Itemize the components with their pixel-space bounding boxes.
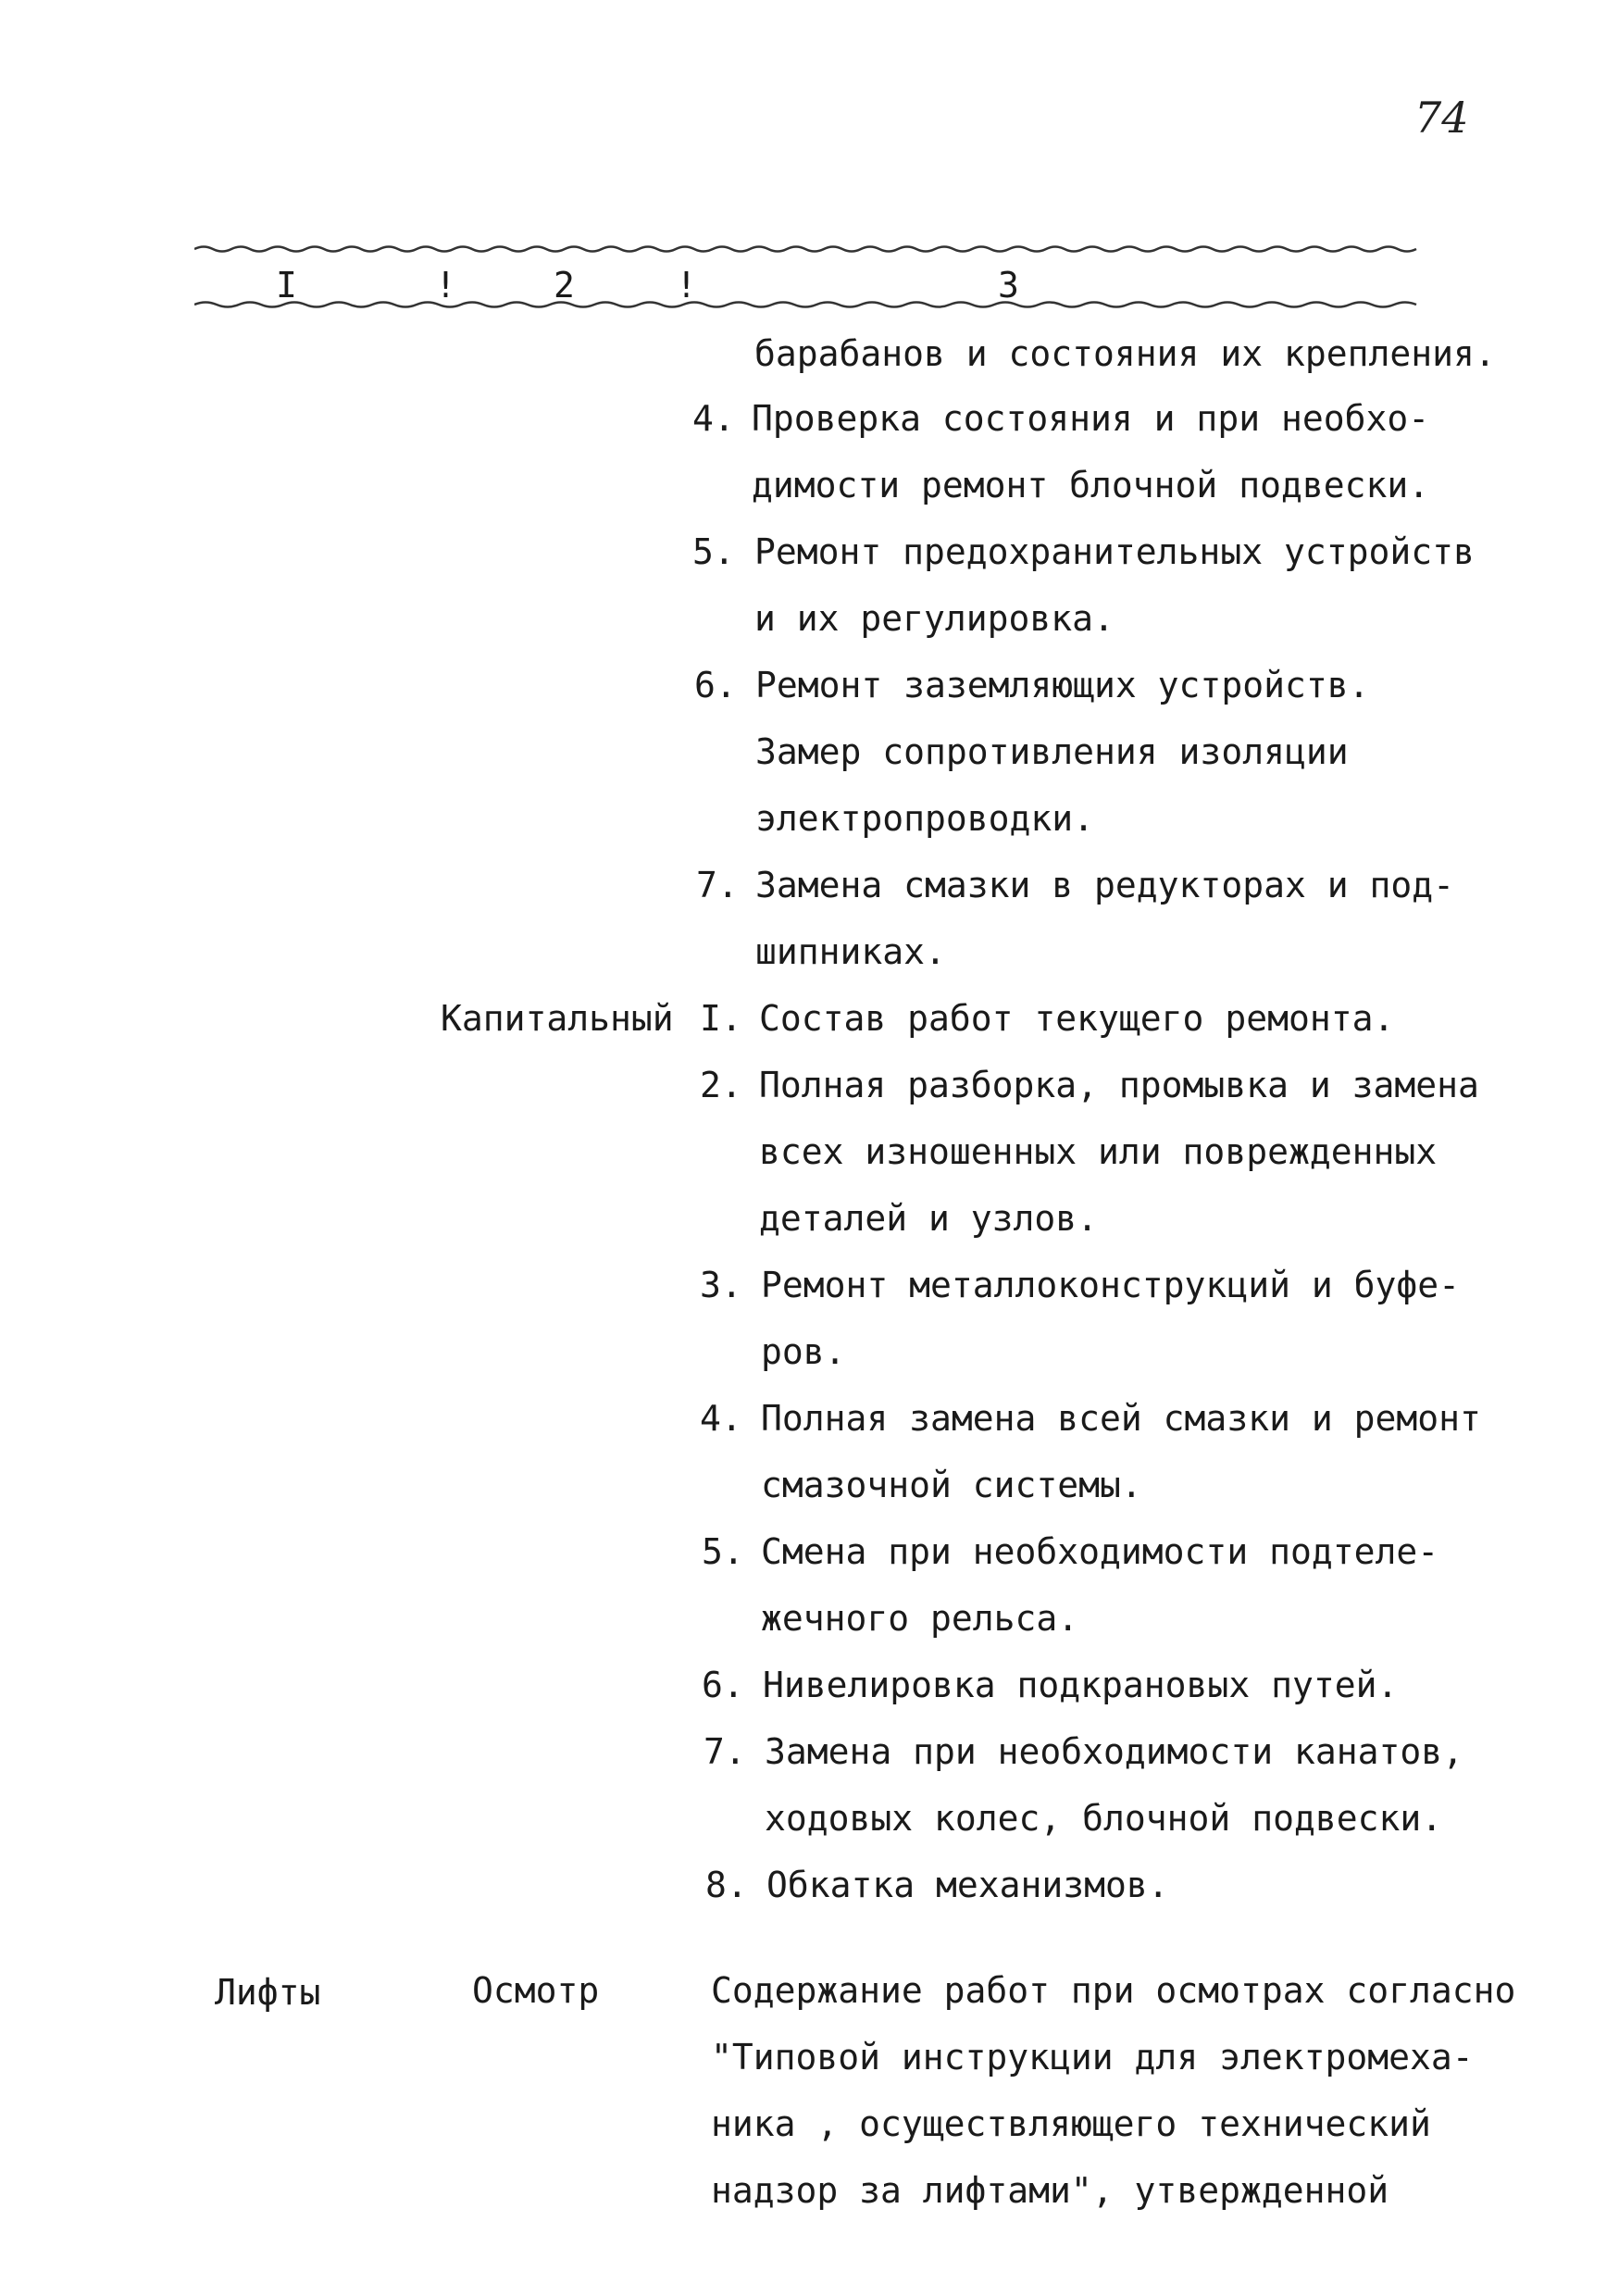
description-text: надзор за лифтами", утвержденной [711,2170,1389,2211]
list-item-text: Обкатка механизмов. [766,1865,1169,1905]
continuation-text: барабанов и состояния их крепления. [754,333,1496,374]
list-item-text: жечного рельса. [761,1598,1079,1639]
table-header-rule [194,298,1426,311]
description-text: "Типовой инструкции для электромеха- [711,2037,1474,2078]
repair-type-inspection: Осмотр [472,1970,600,2011]
list-item-number: 7. [704,1731,746,1772]
list-item-number: 2. [700,1065,742,1105]
list-item-number: 8. [705,1865,748,1905]
header-separator: ! [676,265,697,306]
list-item-text: и их регулировка. [754,598,1115,639]
list-item-text: электропроводки. [755,798,1095,839]
page-number: 74 [1414,93,1469,143]
list-item-text: димости ремонт блочной подвески. [752,465,1430,505]
list-item-number: 4. [692,398,735,439]
list-item-number: 7. [696,865,739,905]
list-item-text: Ремонт предохранительных устройств [754,531,1475,572]
list-item-text: деталей и узлов. [759,1198,1099,1239]
list-item-text: смазочной системы. [761,1465,1142,1505]
list-item-number: 6. [694,665,737,705]
list-item-number: 5. [702,1531,744,1572]
list-item-number: 5. [692,531,735,572]
list-item-text: Ремонт заземляющих устройств. [755,665,1370,705]
list-item-text: всех изношенных или поврежденных [759,1131,1438,1172]
list-item-text: Полная замена всей смазки и ремонт [761,1398,1481,1439]
list-item-number: 3. [700,1265,742,1305]
list-item-text: ров. [761,1331,846,1372]
list-item-text: Состав работ текущего ремонта. [759,998,1395,1039]
header-col-3: 3 [998,265,1019,306]
description-text: Содержание работ при осмотрах согласно [711,1970,1516,2011]
list-item-text: Смена при необходимости подтеле- [761,1531,1439,1572]
list-item-text: шипниках. [755,931,946,972]
list-item-text: Проверка состояния и при необхо- [752,398,1430,439]
description-text: ника , осуществляющего технический [711,2103,1431,2144]
equipment-name-lifts: Лифты [215,1972,321,2013]
repair-type-capital: Капитальный [441,998,674,1039]
list-item-text: Замер сопротивления изоляции [755,731,1349,772]
list-item-number: 6. [702,1665,744,1705]
list-item-number: I. [700,998,742,1039]
list-item-text: Ремонт металлоконструкций и буфе- [761,1265,1460,1305]
list-item-text: Нивелировка подкрановых путей. [763,1665,1399,1705]
header-col-1: I [276,265,297,306]
header-col-2: 2 [554,265,575,306]
header-separator: ! [435,265,456,306]
list-item-number: 4. [700,1398,742,1439]
list-item-text: Замена смазки в редукторах и под- [755,865,1454,905]
list-item-text: Полная разборка, промывка и замена [759,1065,1479,1105]
list-item-text: Замена при необходимости канатов, [765,1731,1463,1772]
list-item-text: ходовых колес, блочной подвески. [765,1798,1443,1839]
table-top-rule [194,243,1426,256]
